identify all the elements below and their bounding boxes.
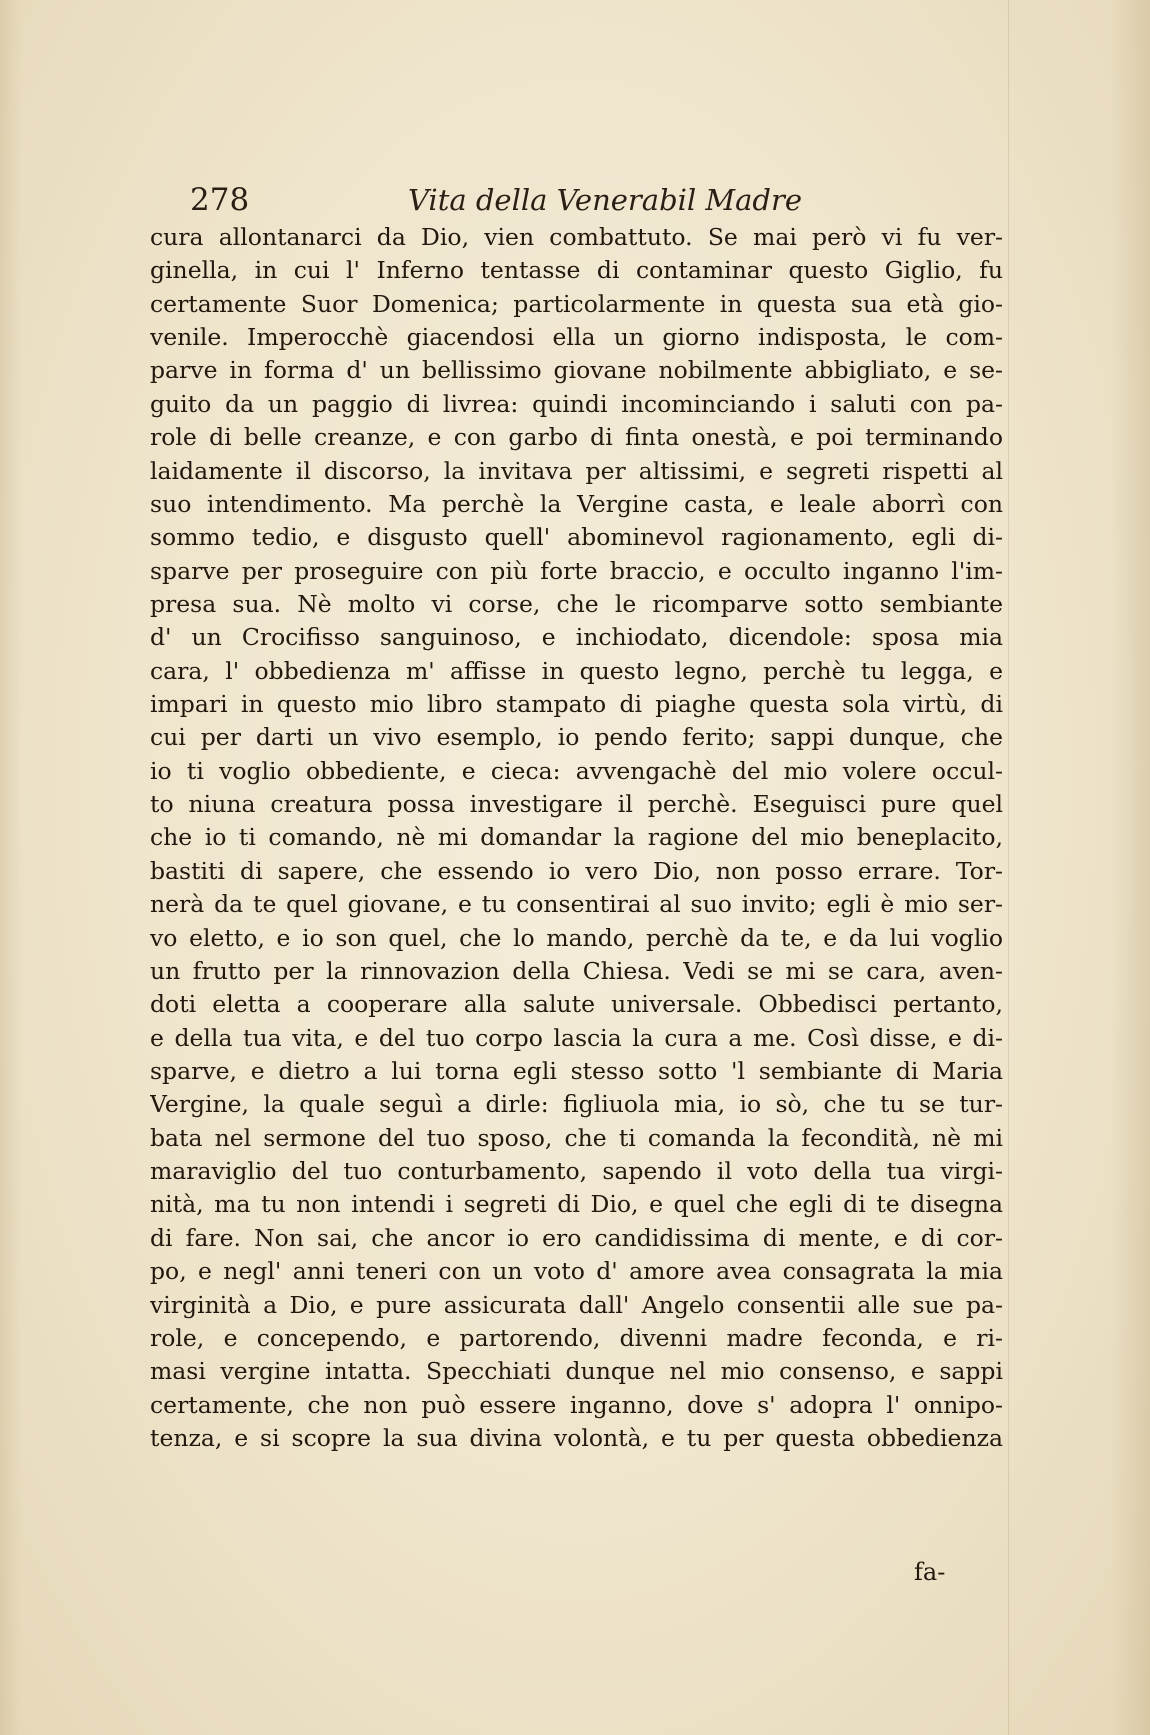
- text-line: cura allontanarci da Dio, vien combattuto. Se mai però vi fu ver-: [150, 223, 1003, 251]
- text-line: e della tua vita, e del tuo corpo lascia la cura a me. Così disse, e di-: [150, 1023, 1003, 1052]
- text-line: maraviglio del tuo conturbamento, sapendo il voto della tua virgi-: [150, 1157, 1003, 1186]
- text-line: un frutto per la rinnovazion della Chiesa. Vedi se mi se cara, aven-: [150, 956, 1003, 985]
- page-number: 278: [190, 182, 250, 218]
- text-line: cui per darti un vivo esemplo, io pendo ferito; sappi dunque, che: [150, 723, 1003, 752]
- text-line: sommo tedio, e disgusto quell' abominevol ragionamento, egli di-: [150, 523, 1003, 552]
- text-line: guito da un paggio di livrea: quindi incominciando i saluti con pa-: [150, 389, 1003, 418]
- text-line: role di belle creanze, e con garbo di finta onestà, e poi terminando: [150, 423, 1003, 452]
- text-line: Vergine, la quale seguì a dirle: figliuola mia, io sò, che tu se tur-: [150, 1090, 1003, 1119]
- text-line: di fare. Non sai, che ancor io ero candidissima di mente, e di cor-: [150, 1223, 1003, 1252]
- text-line: laidamente il discorso, la invitava per altissimi, e segreti rispetti al: [150, 456, 1003, 485]
- text-line: tenza, e si scopre la sua divina volontà, e tu per questa obbedienza: [150, 1423, 1003, 1452]
- text-line: certamente Suor Domenica; particolarmente in questa sua età gio-: [150, 289, 1003, 318]
- text-line: d' un Crocifisso sanguinoso, e inchiodato, dicendole: sposa mia: [150, 623, 1003, 652]
- text-line: bastiti di sapere, che essendo io vero Dio, non posso errare. Tor-: [150, 856, 1003, 885]
- text-line: nerà da te quel giovane, e tu consentirai al suo invito; egli è mio ser-: [150, 890, 1003, 919]
- text-line: sparve per proseguire con più forte braccio, e occulto inganno l'im-: [150, 556, 1003, 585]
- running-title: Vita della Venerabil Madre: [408, 183, 802, 217]
- body-text: [150, 221, 1003, 1455]
- catchword: fa-: [914, 1558, 946, 1586]
- text-line: masi vergine intatta. Specchiati dunque nel mio consenso, e sappi: [150, 1357, 1003, 1386]
- text-line: role, e concependo, e partorendo, divenni madre feconda, e ri-: [150, 1323, 1003, 1352]
- text-line: ginella, in cui l' Inferno tentasse di contaminar questo Giglio, fu: [150, 256, 1003, 285]
- text-line: sparve, e dietro a lui torna egli stesso sotto 'l sembiante di Maria: [150, 1056, 1003, 1085]
- running-head: [190, 183, 1010, 217]
- text-line: io ti voglio obbediente, e cieca: avvengachè del mio volere occul-: [150, 756, 1003, 785]
- text-line: po, e negl' anni teneri con un voto d' amore avea consagrata la mia: [150, 1257, 1003, 1286]
- text-line: nità, ma tu non intendi i segreti di Dio, e quel che egli di te disegna: [150, 1190, 1003, 1219]
- text-line: bata nel sermone del tuo sposo, che ti comanda la fecondità, nè mi: [150, 1123, 1003, 1152]
- text-line: vo eletto, e io son quel, che lo mando, perchè da te, e da lui voglio: [150, 923, 1003, 952]
- text-line: certamente, che non può essere inganno, dove s' adopra l' onnipo-: [150, 1390, 1003, 1419]
- text-line: to niuna creatura possa investigare il perchè. Eseguisci pure quel: [150, 790, 1003, 819]
- text-line: suo intendimento. Ma perchè la Vergine casta, e leale aborrì con: [150, 489, 1003, 518]
- text-line: doti eletta a cooperare alla salute universale. Obbedisci pertanto,: [150, 990, 1003, 1019]
- page-fold-line: [1008, 0, 1009, 1735]
- text-line: impari in questo mio libro stampato di piaghe questa sola virtù, di: [150, 690, 1003, 719]
- text-line: venile. Imperocchè giacendosi ella un giorno indisposta, le com-: [150, 323, 1003, 352]
- text-line: che io ti comando, nè mi domandar la ragione del mio beneplacito,: [150, 823, 1003, 852]
- page-edge-shadow-right: [1110, 0, 1150, 1735]
- text-line: cara, l' obbedienza m' affisse in questo legno, perchè tu legga, e: [150, 656, 1003, 685]
- text-line: virginità a Dio, e pure assicurata dall' Angelo consentii alle sue pa-: [150, 1290, 1003, 1319]
- text-line: presa sua. Nè molto vi corse, che le ricomparve sotto sembiante: [150, 589, 1003, 618]
- text-line: parve in forma d' un bellissimo giovane nobilmente abbigliato, e se-: [150, 356, 1003, 385]
- page-edge-shadow-left: [0, 0, 22, 1735]
